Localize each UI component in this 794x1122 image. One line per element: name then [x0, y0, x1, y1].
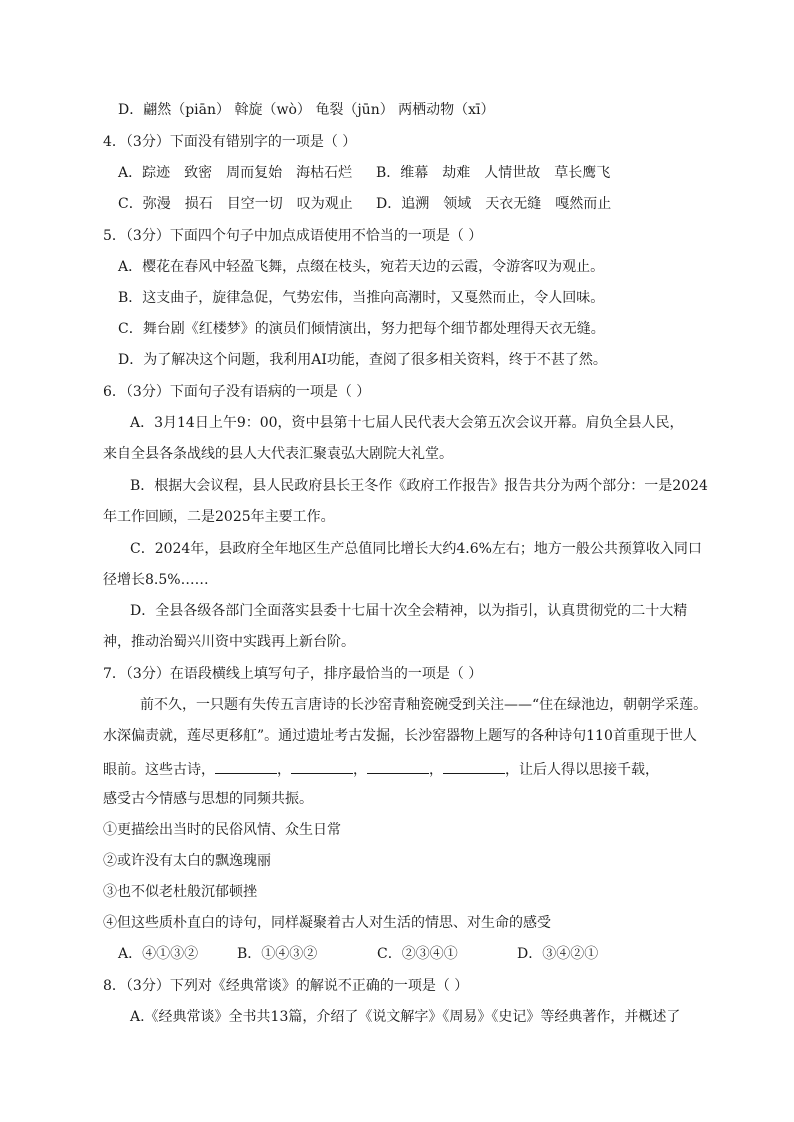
q4-stem: 4．（3分）下面没有错别字的一项是（ ）	[103, 134, 357, 150]
q6-option-a-line2: 来自全县各条战线的县人大代表汇聚袁弘大剧院大礼堂。	[103, 446, 453, 462]
q5-option-c: C．舞台剧《红楼梦》的演员们倾情演出，努力把每个细节都处理得天衣无缝。	[118, 321, 605, 337]
q3-option-d: D．翩然（piān） 斡旋（wò） 龟裂（jūn） 两栖动物（xī）	[118, 102, 495, 118]
blank-separator: ，	[429, 762, 443, 778]
q7-sentence-4: ④但这些质朴直白的诗句，同样凝聚着古人对生活的情思、对生命的感受	[103, 915, 551, 931]
blank-separator: ，	[277, 762, 291, 778]
q6-option-b-line1: B．根据大会议程，县人民政府县长王冬作《政府工作报告》报告共分为两个部分：一是2024	[130, 478, 708, 494]
q4-option-d: D．追溯 领域 天衣无缝 嘎然而止	[376, 196, 612, 212]
q7-option-d: D．③④②①	[517, 946, 599, 962]
q5-stem: 5．（3分）下面四个句子中加点成语使用不恰当的一项是（ ）	[103, 228, 483, 244]
q6-option-d-line1: D．全县各级各部门全面落实县委十七届十次全会精神，以为指引，认真贯彻党的二十大精	[130, 603, 688, 619]
blank-4	[443, 758, 505, 774]
q7-passage-line2: 水深偏责就，莲尽更移舡”。通过遗址考古发掘，长沙窑器物上题写的各种诗句110首重现于世人	[103, 728, 697, 744]
q7-option-a: A．④①③②	[118, 946, 199, 962]
q7-sentence-3: ③也不似老杜般沉郁顿挫	[103, 884, 257, 900]
q4-option-b: B．维幕 劫难 人情世故 草长鹰飞	[376, 165, 611, 181]
q7-sentence-2: ②或许没有太白的飘逸瑰丽	[103, 853, 271, 869]
blank-2	[291, 758, 353, 774]
q7-sentence-1: ①更描绘出当时的民俗风情、众生日常	[103, 822, 341, 838]
q7-passage-line3-start: 眼前。这些古诗，	[103, 762, 215, 778]
q4-option-c: C．弥漫 损石 目空一切 叹为观止	[118, 196, 353, 212]
q7-passage-line4: 感受古今情感与思想的同频共振。	[103, 791, 313, 807]
q5-option-b: B．这支曲子，旋律急促，气势宏伟，当推向高潮时，又戛然而止，令人回味。	[118, 290, 605, 306]
q7-option-c: C．②③④①	[377, 946, 458, 962]
q7-option-b: B．①④③②	[237, 946, 318, 962]
q6-option-c-line1: C．2024年，县政府全年地区生产总值同比增长大约4.6%左右；地方一般公共预算收入同口	[130, 541, 702, 557]
blank-1	[215, 758, 277, 774]
blank-3	[367, 758, 429, 774]
q6-option-b-line2: 年工作回顾，二是2025年主要工作。	[103, 509, 335, 525]
q7-stem: 7．（3分）在语段横线上填写句子，排序最恰当的一项是（ ）	[103, 666, 483, 682]
q5-option-d: D．为了解决这个问题，我利用AI功能，查阅了很多相关资料，终于不甚了然。	[118, 352, 607, 368]
q6-option-a-line1: A．3月14日上午9：00，资中县第十七届人民代表大会第五次会议开幕。肩负全县人民，	[130, 415, 684, 431]
q7-passage-line3	[103, 758, 659, 780]
q4-option-a: A．踪迹 致密 周而复始 海枯石烂	[118, 165, 353, 181]
q8-stem: 8．（3分）下列对《经典常谈》的解说不正确的一项是（ ）	[103, 978, 469, 994]
q6-option-c-line2: 径增长8.5%……	[103, 572, 209, 588]
q6-option-d-line2: 神，推动治蜀兴川资中实践再上新台阶。	[103, 634, 355, 650]
q8-option-a-line1: A.《经典常谈》全书共13篇，介绍了《说文解字》《周易》《史记》等经典著作，并概述了	[130, 1009, 681, 1025]
blank-separator: ，	[353, 762, 367, 778]
q7-passage-line3-end: ，让后人得以思接千载，	[505, 762, 659, 778]
q7-passage-line1: 前不久，一只题有失传五言唐诗的长沙窑青釉瓷碗受到关注——“住在绿池边，朝朝学采莲。	[140, 697, 708, 713]
q6-stem: 6．（3分）下面句子没有语病的一项是（ ）	[103, 384, 371, 400]
q5-option-a: A．樱花在春风中轻盈飞舞，点缀在枝头，宛若天边的云霞，令游客叹为观止。	[118, 259, 605, 275]
